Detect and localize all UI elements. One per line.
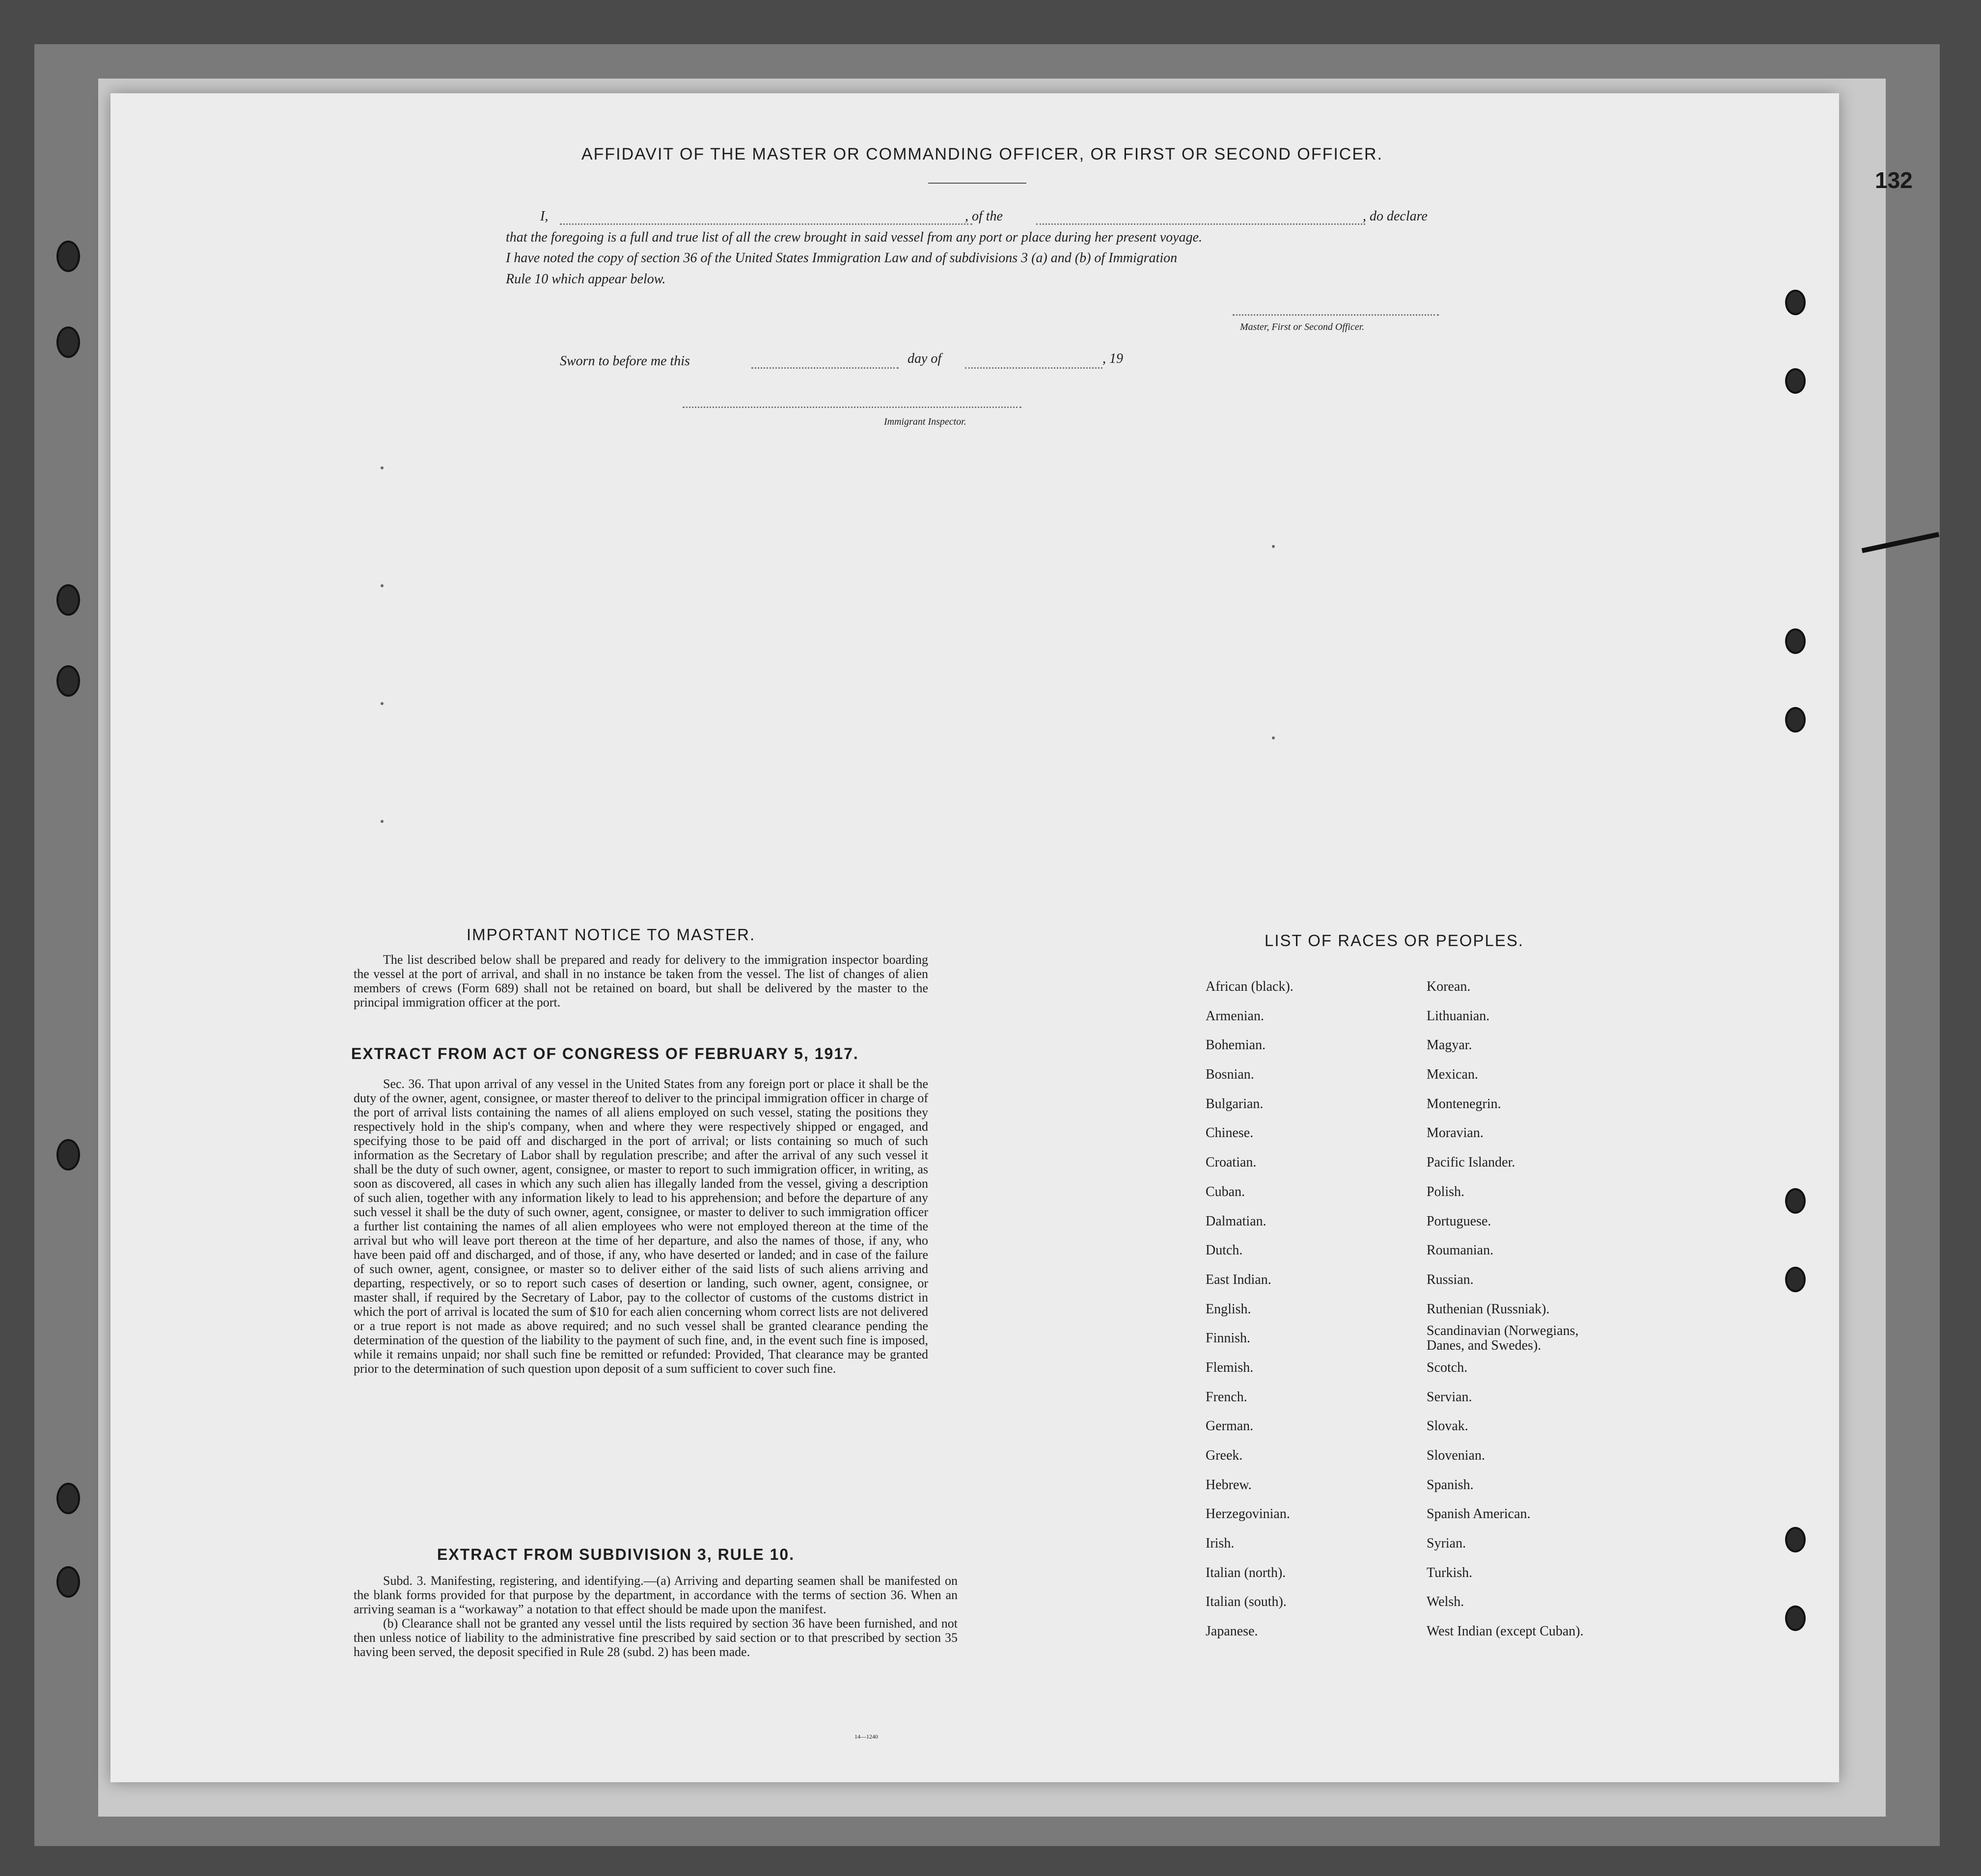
affidavit-line-2: that the foregoing is a full and true list of all the crew brought in said vessel from any port or place during her present voyage. <box>506 230 1203 245</box>
signature-caption: Master, First or Second Officer. <box>1240 322 1365 332</box>
races-column-2 <box>1427 972 1584 1646</box>
binder-hole-icon <box>56 1566 80 1598</box>
binder-hole-icon <box>1785 707 1806 733</box>
race-item: Dalmatian. <box>1206 1213 1266 1229</box>
name-blank <box>560 223 972 225</box>
race-item: Croatian. <box>1206 1155 1257 1170</box>
race-item: Magyar. <box>1427 1037 1472 1053</box>
race-item: East Indian. <box>1206 1272 1271 1287</box>
race-item: Italian (south). <box>1206 1594 1287 1610</box>
stray-mark <box>381 702 384 705</box>
race-item: Finnish. <box>1206 1331 1251 1346</box>
stray-mark <box>1272 545 1275 548</box>
race-item: Dutch. <box>1206 1243 1243 1258</box>
race-item: Slovak. <box>1427 1418 1468 1434</box>
race-item: Bulgarian. <box>1206 1096 1264 1112</box>
binder-hole-icon <box>1785 1605 1806 1631</box>
vessel-blank <box>1036 223 1365 225</box>
race-item: Pacific Islander. <box>1427 1155 1515 1170</box>
binder-hole-icon <box>56 665 80 697</box>
race-item: Bosnian. <box>1206 1067 1254 1083</box>
notice-heading: IMPORTANT NOTICE TO MASTER. <box>467 925 756 944</box>
binder-hole-icon <box>1785 1188 1806 1214</box>
race-item: Greek. <box>1206 1448 1243 1463</box>
race-item: Syrian. <box>1427 1536 1466 1551</box>
binder-hole-icon <box>56 1483 80 1514</box>
race-item: French. <box>1206 1389 1247 1405</box>
race-item: Herzegovinian. <box>1206 1506 1290 1522</box>
rule-extract-text <box>354 1574 958 1659</box>
affidavit-title: AFFIDAVIT OF THE MASTER OR COMMANDING OFFICER, OR FIRST OR SECOND OFFICER. <box>581 145 1383 163</box>
race-item: Servian. <box>1427 1389 1472 1405</box>
affidavit-i: I, <box>540 209 549 224</box>
signature-blank <box>1233 314 1439 316</box>
race-item: Montenegrin. <box>1427 1096 1501 1112</box>
race-item: Italian (north). <box>1206 1565 1286 1580</box>
day-blank <box>751 367 899 369</box>
page-number: 132 <box>1875 167 1913 193</box>
race-item: German. <box>1206 1418 1254 1434</box>
rule-subdivision-b: (b) Clearance shall not be granted any vessel until the lists required by section 36 have been furnished, and not then unless notice of liability to the administrative fine prescribed by said section or to that prescribed by section 35 having been served, the deposit specified in Rule 28 (subd. 2) has been made. <box>354 1616 958 1659</box>
race-item: Turkish. <box>1427 1565 1473 1580</box>
race-item: Polish. <box>1427 1184 1465 1199</box>
race-item: Slovenian. <box>1427 1448 1485 1463</box>
race-item: Russian. <box>1427 1272 1474 1287</box>
stray-mark <box>381 466 384 469</box>
affidavit-line-4: Rule 10 which appear below. <box>506 272 666 287</box>
sworn-prefix: Sworn to before me this <box>560 353 690 369</box>
rule-subdivision-a: Subd. 3. Manifesting, registering, and identifying.—(a) Arriving and departing seamen shall be manifested on the blank forms provided for that purpose by the department, in accordance with the terms of section 36. When an arriving seaman is a “workaway” a notation to that effect should be made upon the manifest. <box>354 1574 958 1616</box>
binder-hole-icon <box>56 326 80 358</box>
sworn-year: , 19 <box>1102 351 1123 366</box>
stray-mark <box>381 820 384 823</box>
race-item: Irish. <box>1206 1536 1235 1551</box>
race-item: Welsh. <box>1427 1594 1464 1610</box>
race-item: Hebrew. <box>1206 1477 1252 1493</box>
binder-hole-icon <box>56 1139 80 1170</box>
affidavit-line-3: I have noted the copy of section 36 of the United States Immigration Law and of subdivisions 3 (a) and (b) of Immigration <box>506 250 1178 266</box>
sworn-day-of: day of <box>908 351 942 366</box>
race-item: Spanish American. <box>1427 1506 1531 1522</box>
race-item: Bohemian. <box>1206 1037 1266 1053</box>
month-blank <box>965 367 1102 369</box>
affidavit-of-the: , of the <box>965 209 1003 224</box>
stray-mark <box>1272 736 1275 739</box>
race-item: Lithuanian. <box>1427 1008 1490 1024</box>
act-extract-text: Sec. 36. That upon arrival of any vessel in the United States from any foreign port or place it shall be the duty of the owner, agent, consignee, or master thereof to deliver to the principal immigration officer in charge of the port of arrival lists containing the names of all aliens employed on such vessel, stating the positions they respectively hold in the ship's company, when and where they were respectively shipped or engaged, and specifying those to be paid off and discharged in the port of arrival; or lists containing so much of such information as the Secretary of Labor shall by regulation prescribe; and after the arrival of any such vessel it shall be the duty of such owner, agent, consignee, or master to report to such immigration officer, in writing, as soon as discovered, all cases in which any such alien has illegally landed from the vessel, giving a description of such alien, together with any information likely to lead to his apprehension; and before the departure of any such vessel it shall be the duty of such owner, agent, consignee, or master to deliver to such immigration officer a further list containing the names of all alien employees who were not employed thereon at the time of the arrival but who will leave port thereon at the time of her departure, and also the names of those, if any, who have been paid off and discharged, and of those, if any, who have deserted or landed; and in case of the failure of such owner, agent, consignee, or master so to deliver either of the said lists of such aliens arriving and departing, respectively, or so to report such cases of desertion or landing, such owner, agent, consignee, or master shall, if required by the Secretary of Labor, pay to the collector of customs of the customs district in which the port of arrival is located the sum of $10 for each alien concerning whom correct lists are not delivered or a true report is not made as above required; and no such vessel shall be granted clearance pending the determination of the question of the liability to the payment of such fine, and, in the event such fine is imposed, while it remains unpaid; nor shall such fine be remitted or refunded: Provided, That clearance may be granted prior to the determination of such question upon deposit of a sum sufficient to cover such fine. <box>354 1077 928 1376</box>
race-item: African (black). <box>1206 979 1293 994</box>
race-item: Flemish. <box>1206 1359 1254 1375</box>
race-item: Spanish. <box>1427 1477 1474 1493</box>
binder-hole-icon <box>1785 368 1806 394</box>
notice-text: The list described below shall be prepared and ready for delivery to the immigration inspector boarding the vessel at the port of arrival, and shall in no instance be taken from the vessel. The list of changes of alien members of crews (Form 689) shall not be retained on board, but shall be delivered by the master to the principal immigration officer at the port. <box>354 952 928 1009</box>
race-item: Portuguese. <box>1427 1213 1491 1229</box>
races-column-1 <box>1206 972 1293 1646</box>
race-item: Ruthenian (Russniak). <box>1427 1301 1550 1317</box>
race-item: Moravian. <box>1427 1125 1484 1141</box>
binder-hole-icon <box>1785 1527 1806 1552</box>
race-item: Mexican. <box>1427 1067 1478 1083</box>
race-item: Roumanian. <box>1427 1243 1494 1258</box>
rule-extract-heading: EXTRACT FROM SUBDIVISION 3, RULE 10. <box>437 1546 795 1563</box>
races-heading: LIST OF RACES OR PEOPLES. <box>1265 931 1524 950</box>
binder-hole-icon <box>56 584 80 616</box>
form-code: 14—1240 <box>854 1733 878 1740</box>
binder-hole-icon <box>1785 290 1806 315</box>
race-item: Cuban. <box>1206 1184 1245 1199</box>
affidavit-declare: , do declare <box>1363 209 1428 224</box>
binder-hole-icon <box>56 241 80 272</box>
inspector-blank <box>683 407 1021 408</box>
race-item: Chinese. <box>1206 1125 1254 1141</box>
race-item: English. <box>1206 1301 1251 1317</box>
race-item: Korean. <box>1427 979 1471 994</box>
inspector-caption: Immigrant Inspector. <box>884 416 966 427</box>
binder-hole-icon <box>1785 628 1806 654</box>
race-item: West Indian (except Cuban). <box>1427 1624 1584 1639</box>
binder-hole-icon <box>1785 1267 1806 1292</box>
title-rule <box>928 183 1026 184</box>
race-item: Scotch. <box>1427 1359 1468 1375</box>
race-item: Armenian. <box>1206 1008 1264 1024</box>
act-extract-heading: EXTRACT FROM ACT OF CONGRESS OF FEBRUARY 5, 1917. <box>351 1045 859 1062</box>
race-item: Japanese. <box>1206 1624 1258 1639</box>
stray-mark <box>381 584 384 587</box>
race-item: Scandinavian (Norwegians, Danes, and Swedes). <box>1427 1323 1579 1354</box>
